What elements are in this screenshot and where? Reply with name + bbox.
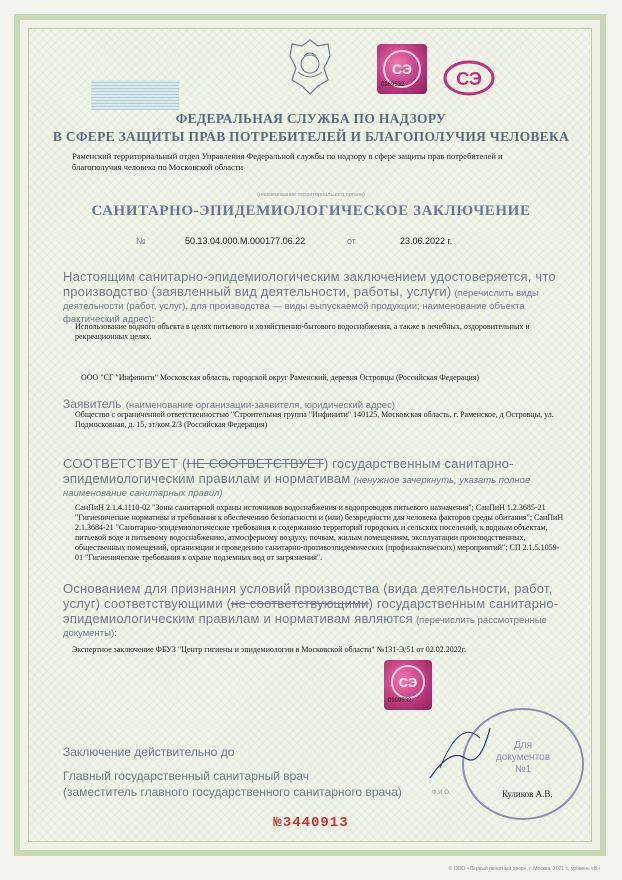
hologram-sticker-icon	[377, 44, 427, 94]
conforms-text: СООТВЕТСТВУЕТ (	[63, 456, 187, 471]
department-caption: (наименование территориального органа)	[257, 192, 365, 198]
section1-intro-big: Настоящим санитарно-эпидемиологическим заключением удостоверяется, что производство (заявленный вид деятельности, работы, услуги)	[63, 269, 556, 299]
stamp-line1: Для	[513, 740, 533, 751]
territorial-department: Раменский территориальный отдел Управления Федеральной службы по надзору в сфере защиты прав потребителей и благополучия человека по Московской области	[72, 151, 503, 172]
date-label: от	[347, 236, 356, 246]
agency-name-line1: ФЕДЕРАЛЬНАЯ СЛУЖБА ПО НАДЗОРУ	[175, 111, 447, 126]
not-conforms-text: НЕ СООТВЕТСТВУЕТ	[186, 456, 324, 471]
activity-description: Использование водного объекта в целях питьевого и хозяйственно-бытового водоснабжения, а также в лечебных, оздоровительных и рекреационных целях.	[75, 322, 530, 341]
se-logo-icon	[442, 58, 496, 98]
doctor-name: Куликов А.В.	[502, 789, 553, 799]
section1-intro-small: (перечислить виды деятельности (работ, услуг), для производства — виды выпускаемой продукции; наименование объекта фактический адрес):	[63, 288, 539, 325]
svg-text:СЭ: СЭ	[398, 675, 418, 690]
document-date: 23.06.2022 г.	[400, 236, 453, 246]
deputy-doctor-title: (заместитель главного государственного санитарного врача)	[63, 785, 402, 799]
basis-statement	[63, 582, 563, 640]
stamp-line2: документов	[495, 752, 551, 763]
watermark-grid-icon	[91, 80, 179, 110]
sanitary-rules-list: СанПиН 2.1.4.1110-02 "Зоны санитарной охраны источников водоснабжения и водопроводов питьевого назначения"; СанПиН 1.2.3685-21 "Гигиенические нормативы и требования к обеспечению безопасности и (или) безвредности для человека факторов среды обитания"; СанПиН 2.1.3684-21 "Санитарно-эпидемиологические требования к содержанию территорий городских и сельских поселений, к водным объектам, питьевой воде и питьевому водоснабжению, атмосферному воздуху, почвам, жилым помещениям, эксплуатации производственных, общественных помещений, организации и проведению санитарно-противоэпидемических (профилактических) мероприятий"; СП 2.1.5.1059-01 "Гигиенические требования к охране подземных вод от загрязнения".	[75, 503, 564, 562]
conformity-statement	[63, 457, 563, 500]
svg-text:СЭ: СЭ	[456, 69, 482, 89]
hologram-bottom-code: 0969532	[388, 698, 412, 704]
basis-strike: не соответствующими	[231, 596, 369, 611]
applicant-label-small: (наименование организации-заявителя, юридический адрес)	[125, 400, 395, 411]
hologram-code: 0969532	[381, 82, 405, 88]
signature-mark	[420, 708, 500, 788]
basis-intro-b: ) государственным санитарно-эпидемиологическим правилам и нормативам являются	[63, 596, 559, 626]
stamp-line3: №1	[514, 764, 532, 775]
object-address: ООО "СГ "Инфинити" Московская область, городской округ Раменский, деревня Островцы (Российская Федерация)	[81, 373, 480, 382]
agency-name-line2: В СФЕРЕ ЗАЩИТЫ ПРАВ ПОТРЕБИТЕЛЕЙ И БЛАГОПОЛУЧИЯ ЧЕЛОВЕКА	[52, 129, 570, 144]
serial-number: №3440913	[273, 815, 349, 831]
section1-intro	[63, 270, 563, 326]
basis-note: (перечислить рассмотренные документы):	[63, 615, 547, 639]
basis-intro-a: Основанием для признания условий производства (вида деятельности, работ, услуг) соответствующими (	[63, 581, 553, 611]
svg-text:СЭ: СЭ	[392, 61, 412, 77]
valid-until: Заключение действительно до	[63, 745, 235, 759]
coat-of-arms-icon	[280, 34, 340, 98]
printer-info: © ООО «Первый печатный двор», г. Москва, 2021 г., уровень «В»	[448, 866, 600, 872]
hologram-sticker-bottom-icon	[384, 660, 432, 710]
expert-conclusion: Экспертное заключение ФБУЗ "Центр гигиены и эпидемиологии в Московской области" №131-Э/51 от 02.02.2022г.	[72, 645, 467, 654]
document-number: 50.13.04.000.М.000177.06.22	[185, 236, 306, 246]
chief-doctor-title: Главный государственный санитарный врач	[63, 769, 309, 783]
conforms-note: (ненужное зачеркнуть, указать полное наименование санитарных правил)	[63, 475, 531, 499]
document-title: САНИТАРНО-ЭПИДЕМИОЛОГИЧЕСКОЕ ЗАКЛЮЧЕНИЕ	[91, 203, 531, 219]
applicant-label: Заявитель	[63, 397, 122, 411]
conforms-rest: ) государственным санитарно-эпидемиологическим правилам и нормативам	[63, 456, 514, 486]
signature-caption: Ф.И.О.	[432, 790, 451, 796]
number-label: №	[136, 236, 146, 246]
applicant-details: Общество с ограниченной ответственностью "Строительная группа "Инфинити" 140125, Московская область, г. Раменское, д Островцы, ул. Подмосковная, д. 15, эт/ком 2/3 (Российская Федерация)	[75, 410, 554, 429]
